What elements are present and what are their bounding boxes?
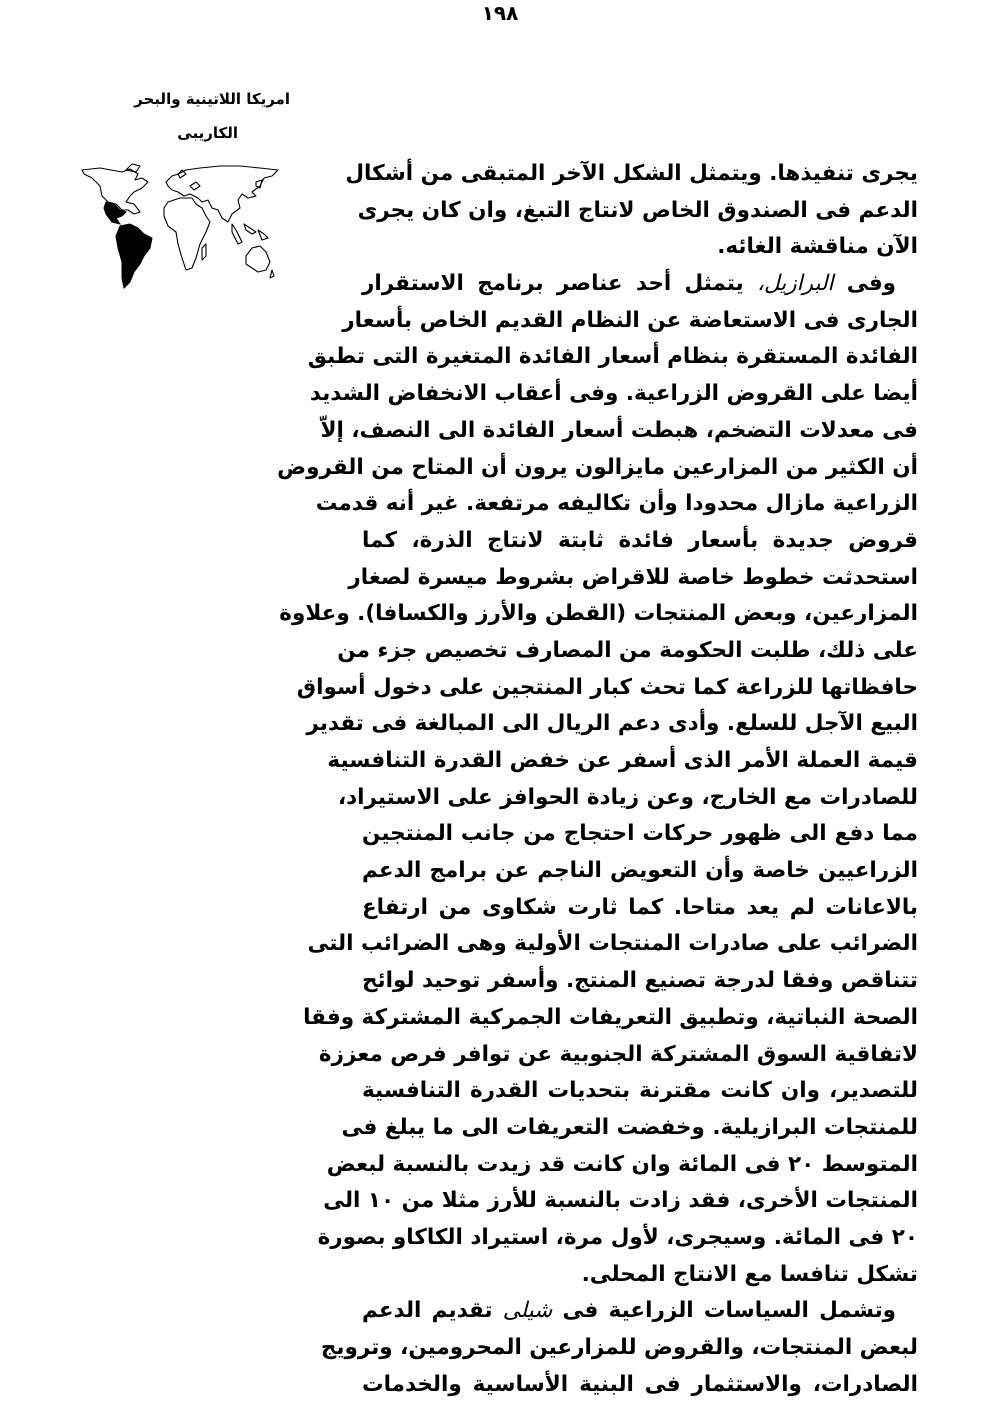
- central-america-highlight: [104, 202, 126, 224]
- text-line: ٢٠ فى المائة. وسيجرى، لأول مرة، استيراد الكاكاو بصورة: [317, 1224, 918, 1250]
- text-line: للمنتجات البرازيلية. وخفضت التعريفات الى ما يبلغ فى: [341, 1114, 918, 1140]
- australia-shape: [246, 246, 270, 272]
- sidebar-region-label: [60, 82, 300, 150]
- text-line: أيضا على القروض الزراعية. وفى أعقاب الانخفاض الشديد: [309, 381, 918, 407]
- text-line: قروض جديدة بأسعار فائدة ثابتة لانتاج الذرة، كما: [362, 527, 918, 553]
- text-span: وتشمل السياسات الزراعية فى: [552, 1298, 897, 1324]
- page-number: ١٩٨: [481, 1, 519, 25]
- paragraph-start-brazil: [362, 266, 918, 303]
- text-line: البيع الآجل للسلع. وأدى دعم الريال الى المبالغة فى تقدير: [306, 711, 918, 737]
- country-name-brazil: البرازيل،: [757, 271, 834, 297]
- text-span: وفى: [833, 271, 897, 297]
- text-line: الزراعية مازال محدودا وأن تكاليفه مرتفعة. غير أنه قدمت: [315, 491, 918, 517]
- text-line: الصحة النباتية، وتطبيق التعريفات الجمركية المشتركة وفقا: [303, 1004, 918, 1030]
- text-line: لبعض المنتجات، والقروض للمزارعين المحرومين، وترويج: [320, 1335, 918, 1360]
- text-line: فى معدلات التضخم، هبطت أسعار الفائدة الى النصف، إلاّ: [320, 417, 918, 443]
- text-span: تقديم الدعم: [362, 1298, 503, 1324]
- region-title-line2: الكاريبى: [177, 124, 238, 142]
- text-line: الآن مناقشة الغائه.: [717, 234, 918, 260]
- text-line: الدعم فى الصندوق الخاص لانتاج التبغ، وان كان يجرى: [357, 197, 918, 223]
- south-america-highlight: [116, 224, 152, 288]
- text-line: للصادرات مع الخارج، وعن زيادة الحوافز على الاستيراد،: [337, 784, 918, 810]
- text-line: على ذلك، طلبت الحكومة من المصارف تخصيص جزء من: [337, 637, 918, 663]
- text-line: الجارى فى الاستعاضة عن النظام القديم الخاص بأسعار: [342, 307, 918, 333]
- text-line: لاتفاقية السوق المشتركة الجنوبية عن توافر فرص معززة: [318, 1041, 918, 1067]
- text-line: أن الكثير من المزارعين مايزالون يرون أن المتاح من القروض: [277, 454, 918, 480]
- region-title: [60, 82, 300, 150]
- text-line: الصادرات، والاستثمار فى البنية الأساسية والخدمات: [362, 1371, 918, 1397]
- text-line: تشكل تنافسا مع الانتاج المحلى.: [581, 1261, 918, 1287]
- text-line: الفائدة المستقرة بنظام أسعار الفائدة المتغيرة التى تطبق: [307, 344, 918, 370]
- text-line: مما دفع الى ظهور حركات احتجاج من جانب المنتجين: [362, 821, 918, 847]
- country-name-chile: شيلى: [502, 1298, 553, 1324]
- text-line: المزارعين، وبعض المنتجات (القطن والأرز والكسافا). وعلاوة: [279, 601, 918, 627]
- text-line: المتوسط ٢٠ فى المائة وان كانت قد زيدت بالنسبة لبعض: [326, 1151, 918, 1177]
- text-line: للتصدير، وان كانت مقترنة بتحديات القدرة التنافسية: [362, 1078, 918, 1104]
- text-line: الضرائب على صادرات المنتجات الأولية وهى الضرائب التى: [307, 931, 918, 957]
- text-line: بالاعانات لم يعد متاحا. كما ثارت شكاوى من ارتفاع: [362, 894, 918, 920]
- paragraph-start-chile: [362, 1293, 918, 1330]
- text-line: يجرى تنفيذها. ويتمثل الشكل الآخر المتبقى من أشكال: [345, 161, 918, 186]
- text-line: تتناقص وفقا لدرجة تصنيع المنتج. وأسفر توحيد لوائح: [362, 968, 918, 994]
- region-title-line1: امريكا اللاتينية والبحر: [134, 90, 290, 108]
- text-line: قيمة العملة الأمر الذى أسفر عن خفض القدرة التنافسية: [327, 748, 918, 773]
- world-map-icon: [60, 152, 300, 302]
- text-span: يتمثل أحد عناصر برنامج الاستقرار: [362, 271, 758, 297]
- eurasia-shape: [166, 166, 278, 222]
- text-line: استحدثت خطوط خاصة للاقراض بشروط ميسرة لصغار: [348, 564, 918, 590]
- text-line: حافظاتها للزراعة كما تحث كبار المنتجين على دخول أسواق: [296, 674, 918, 700]
- text-line: الزراعيين خاصة وأن التعويض الناجم عن برامج الدعم: [362, 858, 918, 884]
- text-line: المنتجات الأخرى، فقد زادت بالنسبة للأرز مثلا من ١٠ الى: [323, 1188, 918, 1214]
- body-text: [277, 156, 918, 1403]
